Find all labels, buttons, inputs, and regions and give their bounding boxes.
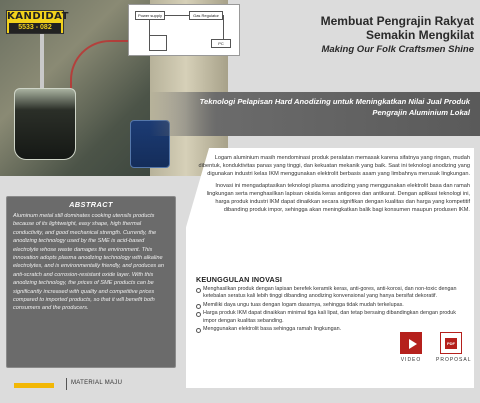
kandidat-badge	[6, 10, 69, 34]
abstract-title: ABSTRACT	[69, 200, 113, 209]
advantage-item: Menghasilkan produk dengan lapisan berefek keramik keras, anti-gores, anti-korosi, dan non-toxic dengan ketebalan seratus kali lebih tinggi dibanding anodizing konvensional yang hanya bersifat dekoratif.	[196, 286, 462, 301]
pdf-icon-text: PDF	[445, 338, 457, 349]
diagram-power-supply: Power supply	[135, 11, 165, 20]
video-link[interactable]	[396, 332, 426, 363]
video-play-icon[interactable]	[400, 332, 422, 354]
page-header	[236, 14, 474, 57]
diagram-line	[223, 15, 224, 39]
diagram-gas-regulator: Gas Regulator	[189, 11, 223, 20]
badge-code: 5533 - 082	[9, 23, 61, 33]
title-line-1: Membuat Pengrajin Rakyat	[320, 14, 474, 28]
diagram-vessel	[149, 35, 167, 51]
intro-paragraph: Inovasi ini mengadaptasikan teknologi plasma anodizing yang menggunakan elektrolit basa dan ramah lingkungan serta menghasilkan lapisan oksida keras antigores dan antikarat. Dengan aplikasi teknologi ini, harga produk industri IKM dapat dinaikkan secara signifikan dengan kualitas dan harga yang kompetitif dibanding produk impor, sehingga akan meningkatkan balik bagi konsumen maupun produsen IKM.	[206, 182, 470, 214]
subtitle: Teknologi Pelapisan Hard Anodizing untuk Meningkatkan Nilai Jual Produk Pengrajin Aluminium Lokal	[199, 97, 470, 117]
photo-beaker	[14, 88, 76, 160]
subtitle-band	[150, 92, 480, 136]
advantage-item: Menggunakan elektrolit basa sehingga ramah lingkungan.	[196, 326, 462, 333]
proposal-label: PROPOSAL	[436, 357, 472, 363]
diagram-line	[165, 15, 189, 16]
setup-diagram	[128, 4, 240, 56]
diagram-line	[149, 20, 150, 35]
footer-accent-bar	[14, 383, 54, 388]
footer-divider	[66, 378, 67, 390]
advantages-title: KEUNGGULAN INOVASI	[196, 275, 283, 284]
diagram-pc: PC	[211, 39, 231, 48]
footer-category-label: MATERIAL MAJU	[71, 380, 123, 386]
pdf-document-icon[interactable]	[440, 332, 462, 354]
title-line-2: Semakin Mengkilat	[365, 28, 474, 42]
advantage-item: Memiliki daya ungu tuas dengan logam dasarnya, sehingga tidak mudah terkelupas.	[196, 302, 462, 309]
intro-paragraph: Logam aluminium masih mendominasi produk peralatan memasak karena sifatnya yang ringan, mudah dibentuk, konduktivitas panas yang tinggi, dan kekuatan mekanik yang baik. Saat ini teknologi anodizing yang digunakan industri kelas IKM menggunakan elektrolit berbasis asam yang limbahnya merusak lingkungan.	[198, 155, 470, 178]
abstract-text: Aluminum metal still dominates cooking utensils products because of its lightweight, easy shape, high thermal conductivity, and good mechanical strength. Currently, the anodizing technology used by the SME is acid-based electrolyte whose waste damages the environment. This innovation adopts plasma anodizing technology with alkaline electrolytes, and is environmentally friendly, and produces an anti-scratch and corrosion-resistant oxide layer. With this anodizing technology, the prices of SME products can be significantly increased with quality and competitive prices compared to imported products, so that it will benefit both consumers and the producers.	[13, 213, 165, 312]
badge-name: KANDIDAT	[7, 11, 69, 22]
video-label: VIDEO	[400, 357, 422, 363]
proposal-link[interactable]	[436, 332, 472, 363]
advantage-item: Harga produk IKM dapat dinaikkan minimal tiga kali lipat, dan tetap bersaing dibandingkan dengan produk impor dengan kualitas sebanding.	[196, 310, 462, 325]
media-icons	[396, 332, 472, 376]
title-english: Making Our Folk Craftsmen Shine	[321, 44, 474, 55]
intro-text	[196, 154, 470, 217]
abstract-box	[6, 196, 176, 368]
advantages-list	[196, 286, 462, 334]
